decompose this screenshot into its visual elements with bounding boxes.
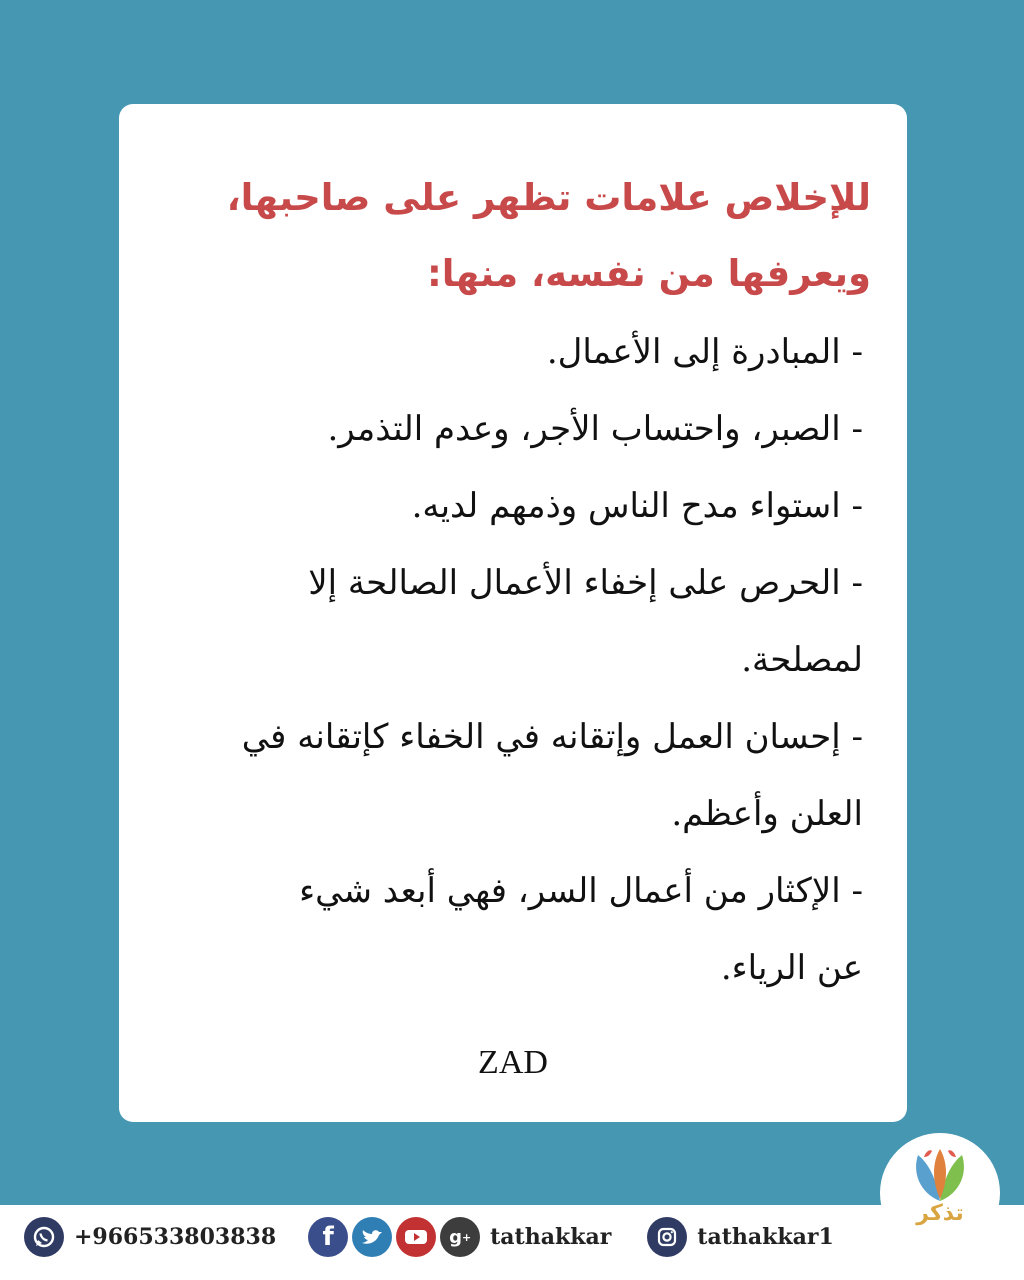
phone-number[interactable]: +966533803838: [74, 1224, 277, 1250]
footer-contacts: [24, 1214, 834, 1260]
google-plus-icon[interactable]: g +: [440, 1217, 480, 1257]
list-item: - الإكثار من أعمال السر، فهي أبعد شيء: [299, 871, 863, 911]
youtube-icon[interactable]: [396, 1217, 436, 1257]
list-item: لمصلحة.: [741, 640, 863, 680]
card-title: [151, 160, 871, 312]
tathakkar-logo: [880, 1133, 1000, 1253]
twitter-icon[interactable]: [352, 1217, 392, 1257]
instagram-handle[interactable]: tathakkar1: [697, 1224, 834, 1250]
social-handle[interactable]: tathakkar: [490, 1224, 612, 1250]
list-item: العلن وأعظم.: [671, 794, 863, 834]
signs-list: [133, 314, 863, 1007]
list-item: - الصبر، واحتساب الأجر، وعدم التذمر.: [327, 409, 863, 449]
whatsapp-icon[interactable]: [24, 1217, 64, 1257]
source-label: ZAD: [478, 1044, 548, 1081]
logo-text: تذكر: [916, 1201, 964, 1226]
list-item: - إحسان العمل وإتقانه في الخفاء كإتقانه في: [241, 717, 863, 757]
list-item: - استواء مدح الناس وذمهم لديه.: [411, 486, 863, 526]
list-item: عن الرياء.: [720, 948, 863, 988]
list-item: - الحرص على إخفاء الأعمال الصالحة إلا: [308, 563, 863, 603]
title-line: للإخلاص علامات تظهر على صاحبها،: [226, 176, 871, 219]
content-card: [119, 104, 907, 1122]
list-item: - المبادرة إلى الأعمال.: [546, 332, 863, 372]
title-line: ويعرفها من نفسه، منها:: [427, 252, 871, 295]
facebook-icon[interactable]: f: [308, 1217, 348, 1257]
instagram-icon[interactable]: [647, 1217, 687, 1257]
